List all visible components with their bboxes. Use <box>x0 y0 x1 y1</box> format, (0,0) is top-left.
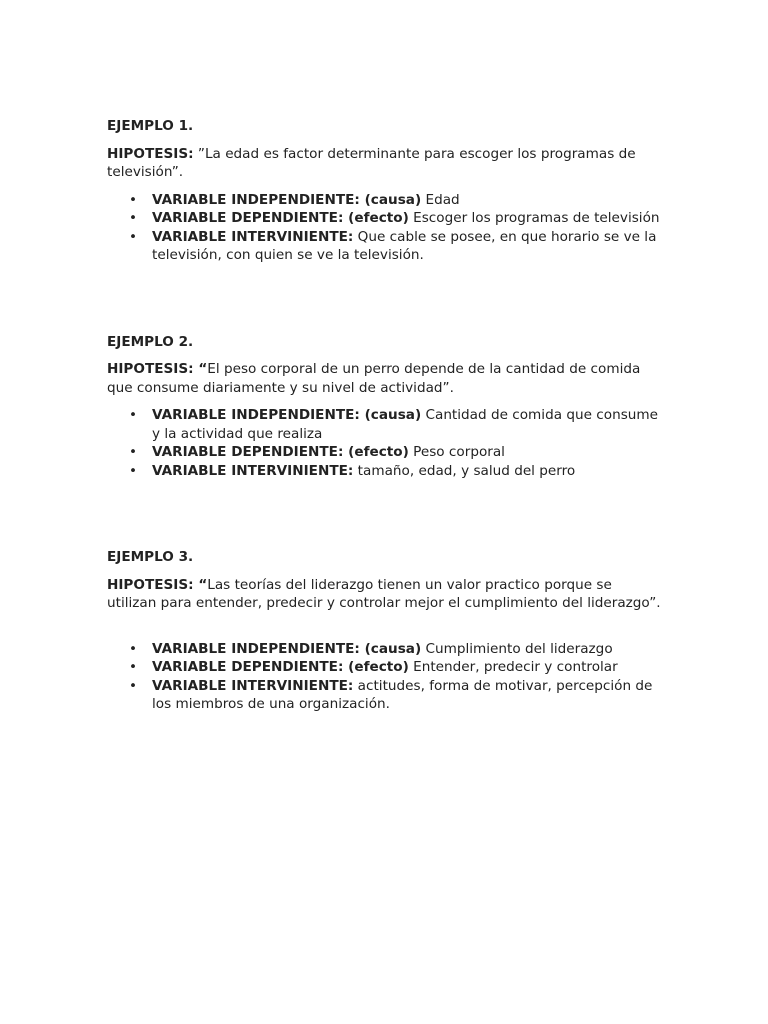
bullet-icon: • <box>129 228 138 245</box>
example-2 <box>107 333 662 481</box>
hypothesis <box>107 576 662 613</box>
variable-label: VARIABLE DEPENDIENTE: (efecto) <box>152 444 409 460</box>
variable-value: Escoger los programas de televisión <box>413 210 660 226</box>
variable-value: tamaño, edad, y salud del perro <box>357 462 576 479</box>
variable-label: VARIABLE INDEPENDIENTE: (causa) <box>152 191 422 208</box>
example-1 <box>107 117 662 265</box>
variable-independiente <box>107 640 662 659</box>
example-3 <box>107 548 662 714</box>
hypothesis <box>107 360 662 397</box>
variable-label: VARIABLE INDEPENDIENTE: (causa) <box>152 640 422 657</box>
variable-value: actitudes, forma de motivar, percepción de los miembros de una organización. <box>152 677 653 712</box>
variable-value: Que cable se posee, en que horario se ve la televisión, con quien se ve la televisión. <box>152 228 657 263</box>
variable-value: Cumplimiento del liderazgo <box>425 640 613 657</box>
variable-value: Peso corporal <box>413 444 505 460</box>
hypothesis-label: HIPOTESIS: “ <box>107 576 208 593</box>
bullet-icon: • <box>129 210 138 226</box>
example-heading: EJEMPLO 2. <box>107 333 194 350</box>
bullet-icon: • <box>129 444 138 460</box>
hypothesis-text: ”La edad es factor determinante para escoger los programas de televisión”. <box>107 145 636 180</box>
bullet-icon: • <box>129 191 138 208</box>
variable-interviniente <box>107 228 662 265</box>
hypothesis-text: El peso corporal de un perro depende de la cantidad de comida que consume diariamente y su nivel de actividad”. <box>107 361 641 396</box>
variable-list <box>107 191 662 265</box>
variable-label: VARIABLE INTERVINIENTE: <box>152 462 354 479</box>
hypothesis-label: HIPOTESIS: “ <box>107 361 208 377</box>
variable-dependiente <box>107 658 662 677</box>
bullet-icon: • <box>129 640 138 657</box>
bullet-icon: • <box>129 677 138 694</box>
hypothesis-text: Las teorías del liderazgo tienen un valor practico porque se utilizan para entender, predecir y controlar mejor el cumplimiento del liderazgo”. <box>107 576 661 611</box>
hypothesis <box>107 145 662 182</box>
variable-value: Entender, predecir y controlar <box>413 659 618 675</box>
variable-independiente <box>107 191 662 210</box>
variable-interviniente <box>107 677 662 714</box>
variable-label: VARIABLE INDEPENDIENTE: (causa) <box>152 407 422 423</box>
variable-list <box>107 406 662 480</box>
bullet-icon: • <box>129 407 138 423</box>
variable-dependiente <box>107 209 662 228</box>
variable-dependiente <box>107 443 662 462</box>
bullet-icon: • <box>129 659 138 675</box>
variable-list <box>107 640 662 714</box>
variable-label: VARIABLE INTERVINIENTE: <box>152 228 354 245</box>
variable-label: VARIABLE DEPENDIENTE: (efecto) <box>152 210 409 226</box>
variable-interviniente <box>107 462 662 481</box>
example-heading: EJEMPLO 1. <box>107 118 194 134</box>
variable-label: VARIABLE DEPENDIENTE: (efecto) <box>152 659 409 675</box>
variable-value: Edad <box>425 191 460 208</box>
variable-value: Cantidad de comida que consume y la actividad que realiza <box>152 407 658 442</box>
hypothesis-label: HIPOTESIS: <box>107 145 194 162</box>
variable-label: VARIABLE INTERVINIENTE: <box>152 677 354 694</box>
bullet-icon: • <box>129 462 138 479</box>
example-heading: EJEMPLO 3. <box>107 549 194 565</box>
variable-independiente <box>107 406 662 443</box>
